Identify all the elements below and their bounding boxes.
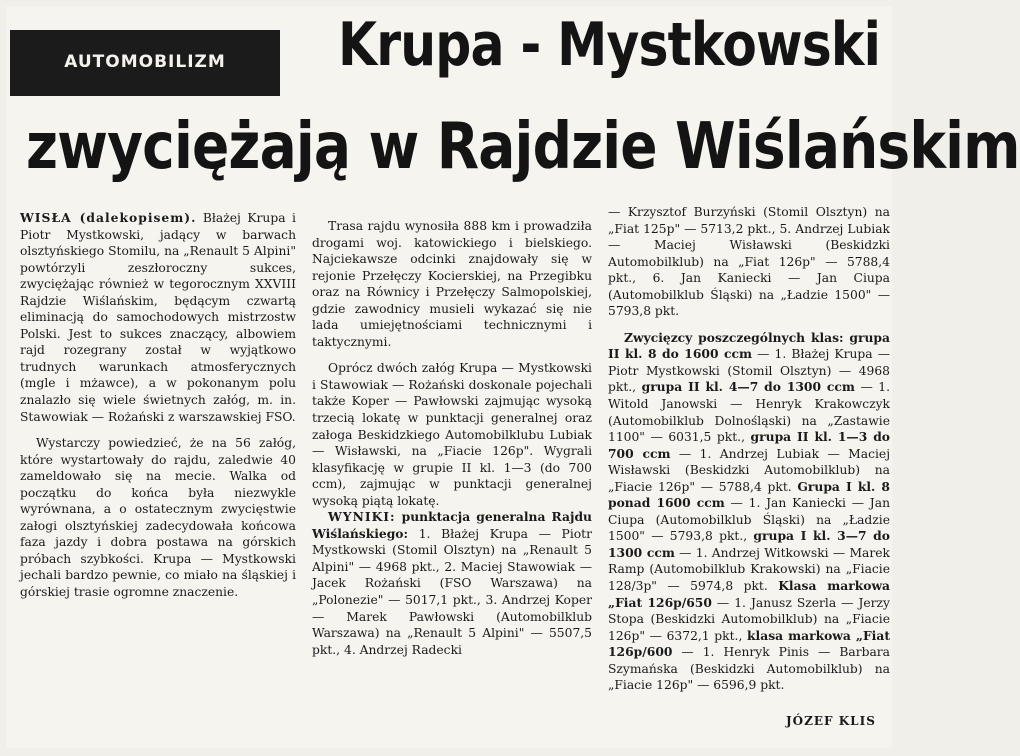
newspaper-clipping: [6, 6, 1020, 748]
article-column-1: [20, 210, 296, 601]
dateline: WISŁA (dalekopisem).: [20, 210, 197, 225]
paragraph: Trasa rajdu wynosiła 888 km i prowadziła drogami woj. katowickiego i bielskiego. Najciekawsze odcinki znajdowały się w rejonie Przełęczy Kocierskiej, na Przegibku oraz na Równicy i Przełęczy Salmopolskiej, gdzie zawodnicy musieli wykazać się nie lada umiejętnościami technicznymi i taktycznymi.: [312, 219, 592, 349]
author-byline: JÓZEF KLIS: [786, 714, 876, 728]
section-label: AUTOMOBILIZM: [64, 52, 226, 72]
paragraph: Wystarczy powiedzieć, że na 56 załóg, które wystartowały do rajdu, zaledwie 40 zameldowało się na mecie. Walka od początku do końca była niezwykle wyrównana, a o ostatecznym zwycięstwie załogi olsztyńskiej zadecydowała końcowa faza jazdy i dobra postawa na górskich próbach szybkości. Krupa — Mystkowski jechali bardzo pewnie, co miało na śląskiej i górskiej trasie ogromne znaczenie.: [20, 436, 296, 600]
headline-line-2: zwyciężają w Rajdzie Wiślańskim: [26, 110, 1020, 184]
article-column-3: [608, 204, 890, 694]
results-paragraph: WYNIKI: punktacja generalna Rajdu Wiślańskiego: 1. Błażej Krupa — Piotr Mystkowski (Stomil Olsztyn) na „Renault 5 Alpini" — 4968 pkt., 2. Maciej Stawowiak — Jacek Rożański (FSO Warszawa) na „Polonezie" — 5017,1 pkt., 3. Andrzej Koper — Marek Pawłowski (Automobilklub Warszawa) na „Renault 5 Alpini" — 5507,5 pkt., 4. Andrzej Radecki: [312, 509, 592, 657]
class-winners-paragraph: Zwycięzcy poszczególnych klas: grupa II kl. 8 do 1600 ccm — 1. Błażej Krupa — Piotr Mystkowski (Stomil Olsztyn) — 4968 pkt., grupa II kl. 4—7 do 1300 ccm — 1. Witold Janowski — Henryk Krakowczyk (Automobilklub Dolnośląski) na „Zastawie 1100" — 6031,5 pkt., grupa II kl. 1—3 do 700 ccm — 1. Andrzej Lubiak — Maciej Wisławski (Beskidzki Automobilklub) na „Fiacie 126p" — 5788,4 pkt. Grupa I kl. 8 ponad 1600 ccm — 1. Jan Kaniecki — Jan Ciupa (Automobilklub Śląski) na „Ładzie 1500" — 5793,8 pkt., grupa I kl. 3—7 do 1300 ccm — 1. Andrzej Witkowski — Marek Ramp (Automobilklub Krakowski) na „Fiacie 128/3p" — 5974,8 pkt. Klasa markowa „Fiat 126p/650 — 1. Janusz Szerla — Jerzy Stopa (Beskidzki Automobilklub) na „Fiacie 126p" — 6372,1 pkt., klasa markowa „Fiat 126p/600 — 1. Henryk Pinis — Barbara Szymańska (Beskidzki Automobilklub) na „Fiacie 126p" — 6596,9 pkt.: [608, 329, 891, 693]
article-column-2: [312, 218, 592, 658]
section-banner: [10, 30, 280, 96]
paragraph: WISŁA (dalekopisem). Błażej Krupa i Piotr Mystkowski, jadący w barwach olsztyńskiego Stomilu, na „Renault 5 Alpini" powtórzyli zeszłoroczny sukces, zwyciężając również w tegorocznym XXVIII Rajdzie Wiślańskim, będącym czwartą eliminacją do samochodowych mistrzostw Polski. Jest to sukces znaczący, albowiem rajd rozegrany został w wyjątkowo trudnych warunkach atmosferycznych (mgle i mżawce), a w pokonanym polu znalazło się wiele świetnych załóg, m. in. Stawowiak — Rożański z warszawskiej FSO.: [20, 210, 297, 424]
paragraph: Oprócz dwóch załóg Krupa — Mystkowski i Stawowiak — Rożański doskonale pojechali także Koper — Pawłowski zajmując wysoką trzecią lokatę w punktacji generalnej oraz załoga Beskidzkiego Automobilklubu Lubiak — Wisławski, na „Fiacie 126p". Wygrali klasyfikację w grupie II kl. 1—3 (do 700 ccm), zajmując w punktacji generalnej wysoką piątą lokatę.: [312, 361, 592, 508]
paragraph: — Krzysztof Burzyński (Stomil Olsztyn) na „Fiat 125p" — 5713,2 pkt., 5. Andrzej Lubiak — Maciej Wisławski (Beskidzki Automobilklub) na „Fiat 126p" — 5788,4 pkt., 6. Jan Kaniecki — Jan Ciupa (Automobilklub Śląski) na „Ładzie 1500" — 5793,8 pkt.: [608, 205, 890, 319]
headline-line-1: Krupa - Mystkowski: [338, 10, 881, 80]
